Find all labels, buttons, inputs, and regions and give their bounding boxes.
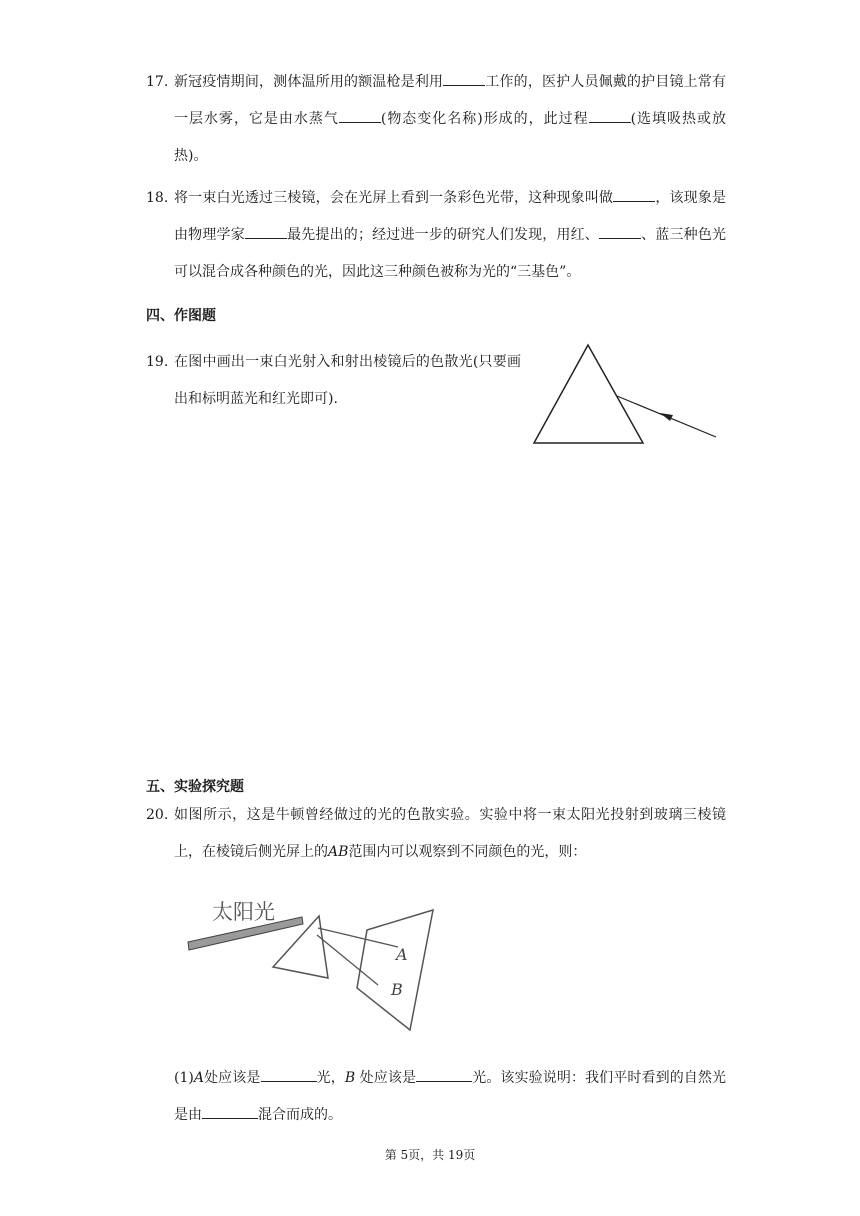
answer-blank[interactable] xyxy=(245,222,287,239)
sunlight-label: 太阳光 xyxy=(212,900,275,924)
question-text: 新冠疫情期间，测体温所用的额温枪是利用 工作的，医护人员佩戴的护目镜上常有一层水雾，它是由水蒸气 (物态变化名称)形成的，此过程 (选填吸热或放热)。 xyxy=(174,64,726,175)
arrow-icon xyxy=(660,413,673,421)
question-19 xyxy=(146,344,521,418)
answer-blank[interactable] xyxy=(443,69,485,86)
question-20-part-1 xyxy=(174,1060,726,1134)
question-number: 17. xyxy=(146,74,169,90)
answer-blank[interactable] xyxy=(416,1065,472,1082)
question-number: 18. xyxy=(146,190,169,206)
question-number: 19. xyxy=(146,354,169,370)
prism-figure-19 xyxy=(528,340,722,448)
question-20 xyxy=(146,797,726,871)
question-text: 在图中画出一束白光射入和射出棱镜后的色散光(只要画出和标明蓝光和红光即可). xyxy=(174,354,521,407)
section-heading-drawing: 四、作图题 xyxy=(146,308,216,324)
light-screen xyxy=(357,910,433,1030)
answer-blank[interactable] xyxy=(339,106,381,123)
label-a: A xyxy=(396,945,408,964)
question-number: 20. xyxy=(146,807,169,823)
question-text: 如图所示，这是牛顿曾经做过的光的色散实验。实验中将一束太阳光投射到玻璃三棱镜上，在棱镜后侧光屏上的AB范围内可以观察到不同颜色的光，则： xyxy=(174,807,726,860)
page-footer: 第 5页，共 19页 xyxy=(384,1148,476,1162)
answer-blank[interactable] xyxy=(202,1102,258,1119)
answer-blank[interactable] xyxy=(261,1065,317,1082)
ray-a xyxy=(318,928,398,947)
question-17 xyxy=(146,64,726,175)
question-text: 将一束白光透过三棱镜，会在光屏上看到一条彩色光带，这种现象叫做 ，该现象是由物理学家 最先提出的；经过进一步的研究人们发现，用红、 、蓝三种色光可以混合成各种颜色的光，因此这三种颜色被称为光的“三基色”。 xyxy=(174,180,726,291)
label-b: B xyxy=(391,980,403,999)
answer-blank[interactable] xyxy=(599,222,641,239)
answer-blank[interactable] xyxy=(613,185,655,202)
question-18 xyxy=(146,180,726,291)
prism-triangle xyxy=(534,345,643,443)
newton-dispersion-figure xyxy=(180,890,450,1040)
question-text: (1)A处应该是 光，B 处应该是 光。该实验说明：我们平时看到的自然光是由 混合而成的。 xyxy=(174,1060,726,1134)
section-heading-experiment: 五、实验探究题 xyxy=(146,779,244,795)
answer-blank[interactable] xyxy=(589,106,631,123)
